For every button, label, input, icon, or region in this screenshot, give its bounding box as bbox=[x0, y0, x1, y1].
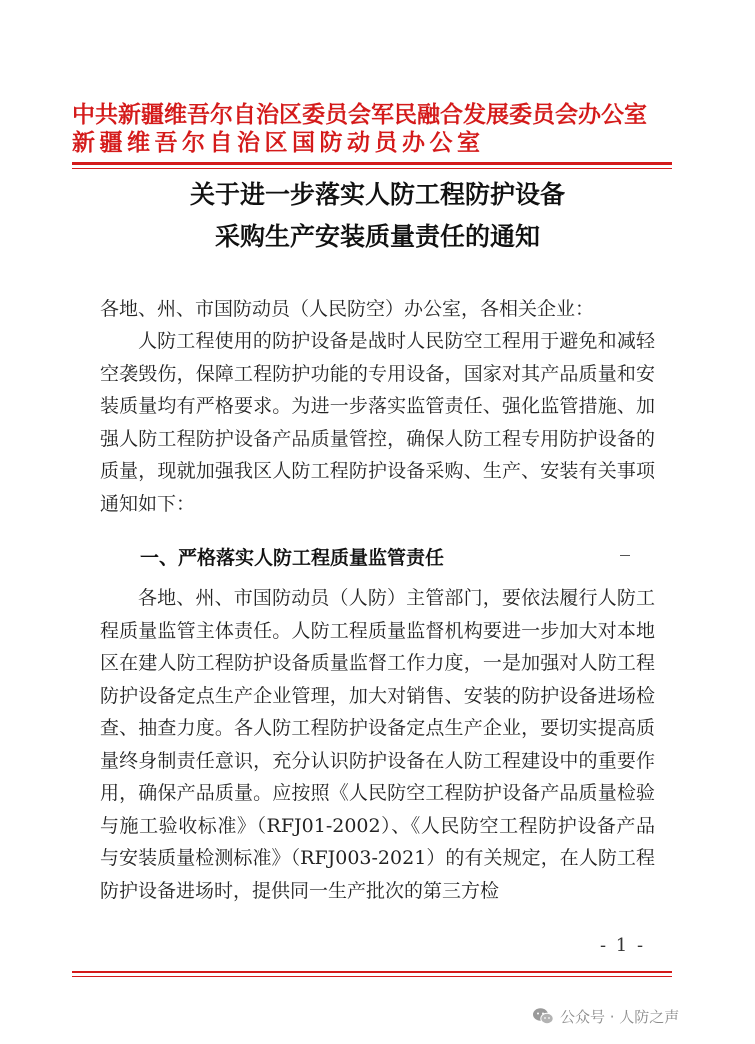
section-heading-1: 一、严格落实人防工程质量监管责任 bbox=[140, 547, 445, 569]
footer-red-rule-thin bbox=[72, 976, 672, 977]
wechat-icon bbox=[532, 1007, 554, 1025]
watermark-text: 公众号 · 人防之声 bbox=[560, 1007, 680, 1026]
document-title-line-1: 关于进一步落实人防工程防护设备 bbox=[189, 180, 565, 209]
footer-red-rule-thick bbox=[72, 971, 672, 973]
header-org-line-2: 新疆维吾尔自治区国防动员办公室 bbox=[72, 129, 485, 156]
wechat-watermark bbox=[532, 1004, 679, 1028]
header-red-rule-thick bbox=[72, 162, 672, 165]
page-number: - 1 - bbox=[600, 935, 646, 956]
paragraph-intro: 人防工程使用的防护设备是战时人民防空工程用于避免和减轻空袭毁伤，保障工程防护功能的专用设备，国家对其产品质量和安装质量均有严格要求。为进一步落实监管责任、强化监管措施、加强人防工程防护设备产品质量管控，确保人防工程专用防护设备的质量，现就加强我区人防工程防护设备采购、生产、安装有关事项通知如下： bbox=[100, 330, 655, 515]
header-red-rule-thin bbox=[72, 168, 672, 169]
paragraph-section-1: 各地、州、市国防动员（人防）主管部门，要依法履行人防工程质量监管主体责任。人防工程质量监督机构要进一步加大对本地区在建人防工程防护设备质量监督工作力度，一是加强对人防工程防护设备定点生产企业管理，加大对销售、安装的防护设备进场检查、抽查力度。各人防工程防护设备定点生产企业，要切实提高质量终身制责任意识，充分认识防护设备在人防工程建设中的重要作用，确保产品质量。应按照《人民防空工程防护设备产品质量检验与施工验收标准》（RFJ01-2002）、《人民防空工程防护设备产品与安装质量检测标准》（RFJ003-2021）的有关规定，在人防工程防护设备进场时，提供同一生产批次的第三方检 bbox=[100, 587, 655, 902]
header-org-line-1: 中共新疆维吾尔自治区委员会军民融合发展委员会办公室 bbox=[72, 101, 647, 128]
salutation: 各地、州、市国防动员（人民防空）办公室，各相关企业： bbox=[100, 298, 595, 320]
document-title-line-2: 采购生产安装质量责任的通知 bbox=[214, 222, 540, 251]
stray-mark bbox=[620, 555, 630, 556]
